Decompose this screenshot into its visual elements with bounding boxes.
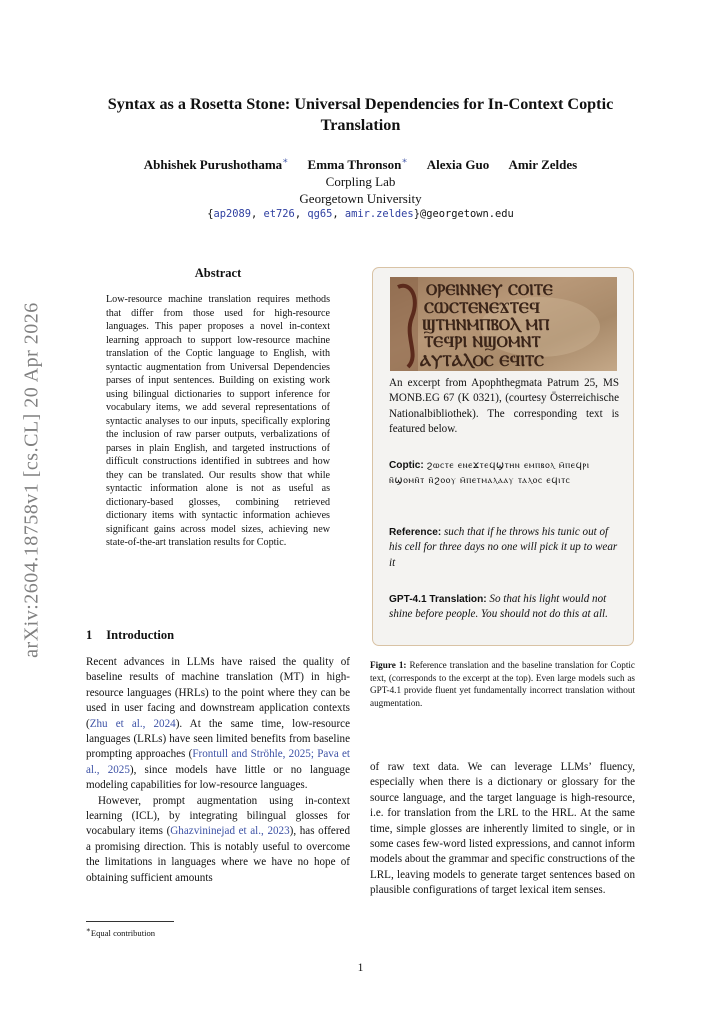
citation-link[interactable]: Zhu et al., 2024 — [89, 717, 176, 730]
svg-text:ϢⲦⲎⲚⲘⲠⲂⲞⲖ ⲘⲠ: ϢⲦⲎⲚⲘⲠⲂⲞⲖ ⲘⲠ — [422, 315, 550, 334]
email-link[interactable]: ap2089 — [213, 208, 252, 220]
author: Abhishek Purushothama∗ — [143, 156, 289, 173]
arxiv-identifier: arXiv:2604.18758v1 [cs.CL] 20 Apr 2026 — [20, 302, 43, 658]
email-link[interactable]: et726 — [263, 208, 295, 220]
gpt-translation: GPT-4.1 Translation: So that his light would not shine before people. You should not do this at all. — [389, 593, 608, 621]
author-emails: {ap2089, et726, qg65, amir.zeldes}@georgetown.edu — [207, 208, 514, 220]
page-number: 1 — [357, 962, 364, 974]
email-link[interactable]: amir.zeldes — [344, 208, 414, 220]
arxiv-stamp — [12, 290, 52, 670]
equal-contribution-mark: ∗ — [282, 156, 289, 166]
author: Amir Zeldes — [508, 157, 578, 173]
author: Emma Thronson∗ — [307, 156, 408, 173]
citation-link[interactable]: Ghazvininejad et al., 2023 — [170, 825, 290, 838]
manuscript-image — [390, 277, 617, 371]
reference-translation: Reference: such that if he throws his tunic out of his cell for three days no one will pick it up to wear it — [389, 526, 618, 569]
footnote: ∗Equal contribution — [86, 926, 156, 938]
svg-text:ⲦⲈϤⲢⲒ ⲚϢⲞⲘⲚⲦ: ⲦⲈϤⲢⲒ ⲚϢⲞⲘⲚⲦ — [424, 332, 541, 351]
svg-text:ⲀⲨⲦⲀⲖⲞⲤ ⲈϤⲒⲦⲤ: ⲀⲨⲦⲀⲖⲞⲤ ⲈϤⲒⲦⲤ — [420, 351, 545, 370]
equal-contribution-mark: ∗ — [401, 156, 408, 166]
citation-link[interactable]: Frontull and Ströhle, 2025; Pava et al., 2025 — [86, 748, 351, 776]
introduction-right-column: of raw text data. We can leverage LLMs’ fluency, especially when there is a dictionary or glossary for the source language, and the target language is high-resource, i.e. for translation from the LRL to the HRL. At the same time, simple glosses are inherently limited to single, or in some cases few-word listed expressions, and cannot inform models about the grammar and specific constructions of the LRL, leaving models to generate target sentences based on plausible configurations of target lexical item senses. — [370, 761, 635, 897]
figure-caption: Figure 1: Reference translation and the baseline translation for Coptic text, (corresponds to the excerpt at the top). Even large models such as GPT-4.1 provide fluent yet fundamentally incorrect translation without augmentation. — [370, 660, 635, 708]
affiliation-lab: Corpling Lab — [325, 174, 396, 189]
introduction-left-column — [86, 655, 350, 886]
manuscript-text: ⲞⲢⲈⲒⲚⲚⲈⲨ ⲤⲞⲒⲦⲈ — [426, 280, 553, 299]
coptic-text: ϩⲱⲥⲧⲉ ⲉⲛⲉϫⲧⲉϥϣⲧⲏⲛ ⲉⲙⲡⲃⲟⲗ ⲙ̄ⲡⲉϥⲣⲓ ⲛ̄ϣⲟⲙⲛ̄ⲧ ⲛ̄ϩⲟⲟⲩ ⲙ̄ⲡⲉⲧⲙⲁⲗⲁⲁⲩ ⲧⲁⲗⲟⲥ ⲉϥⲓⲧⲥ — [389, 460, 590, 487]
coptic-source: Coptic: ϩⲱⲥⲧⲉ ⲉⲛⲉϫⲧⲉϥϣⲧⲏⲛ ⲉⲙⲡⲃⲟⲗ ⲙ̄ⲡⲉϥⲣⲓ ⲛ̄ϣⲟⲙⲛ̄ⲧ ⲛ̄ϩⲟⲟⲩ ⲙ̄ⲡⲉⲧⲙⲁⲗⲁⲁⲩ ⲧⲁⲗⲟⲥ ⲉϥⲓⲧⲥ — [389, 460, 590, 487]
affiliation-university: Georgetown University — [299, 191, 422, 206]
author-list — [70, 156, 651, 173]
abstract-text: Low-resource machine translation requires methods that differ from those used for high-resource languages. This paper proposes a novel in-context learning approach to support low-resource machine translation of the Coptic language to English, with syntactic augmentation from Universal Dependencies parses of input sentences. Building on existing work using bilingual dictionaries to support inference for vocabulary items, we add several representations of syntactic analyses to our inputs, specifically exploring the inclusion of raw parser outputs, verbalizations of parses in plain English, and targeted instructions of difficult constructions identified in subtrees and how they can be translated. Our results show that while syntactic information alone is not as useful as dictionary-based glosses, combining retrieved dictionary items with syntactic information achieves significant gains across model sizes, achieving new state-of-the-art translation results for Coptic. — [106, 294, 330, 548]
email-link[interactable]: qg65 — [307, 208, 333, 220]
footnote-divider — [86, 921, 174, 922]
abstract-heading: Abstract — [194, 266, 242, 280]
svg-text:ⲤⲰⲤⲦⲈⲚⲈϪⲦⲈϤ: ⲤⲰⲤⲦⲈⲚⲈϪⲦⲈϤ — [424, 298, 540, 317]
figure-image-caption: An excerpt from Apophthegmata Patrum 25, MS MONB.EG 67 (K 0321), (courtesy Österreichische Nationalbibliothek). The corresponding text is featured below. — [389, 377, 619, 436]
paper-title: Syntax as a Rosetta Stone: Universal Dependencies for In-Context Coptic Translation — [107, 95, 614, 134]
section-heading: 1 Introduction — [86, 628, 175, 642]
paragraph: However, prompt augmentation using in-context learning (ICL), by integrating bilingual glosses for vocabulary items (Ghazvininejad et al., 2023), has offered a promising direction. This is notably useful to overcome the limitations in languages where we have no hope of obtaining sufficient amounts — [86, 794, 350, 884]
paragraph: Recent advances in LLMs have raised the quality of baseline results of machine translation (MT) in high-resource languages (HRLs) to the point where they can be used in user facing and downstream application contexts (Zhu et al., 2024). At the same time, low-resource languages (LRLs) have seen limited benefits from baseline prompting approaches (Frontull and Ströhle, 2025; Pava et al., 2025), since models have little or no language modeling capabilities for low-resource languages. — [86, 656, 351, 792]
author: Alexia Guo — [426, 157, 490, 173]
